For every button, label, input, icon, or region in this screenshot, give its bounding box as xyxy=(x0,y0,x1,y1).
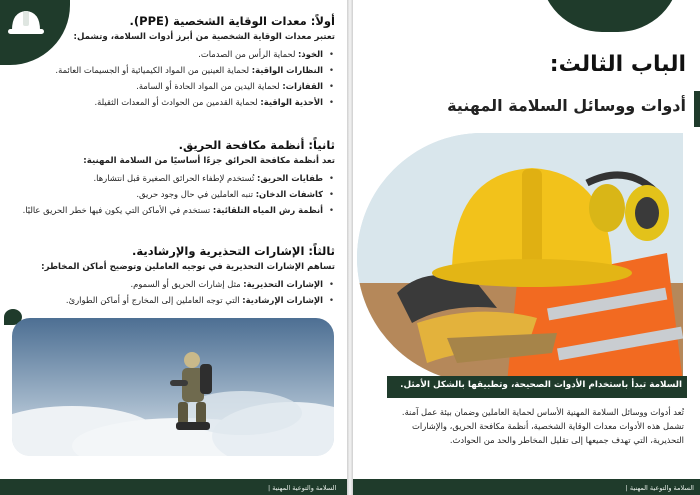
list-item: • كاشفات الدخان: تنبه العاملين في حال وجود حريق. xyxy=(5,186,323,202)
top-decoration xyxy=(540,0,680,32)
footer-label: السلامة والتوعية المهنية | xyxy=(268,484,337,492)
title-accent-bar xyxy=(694,91,700,127)
ppe-list xyxy=(15,46,335,110)
photo-caption: السلامة تبدأ باستخدام الأدوات الصحيحة، وتطبيقها بالشكل الأمثل. xyxy=(400,380,682,390)
safety-equipment-photo xyxy=(357,133,683,383)
signs-section xyxy=(5,244,335,308)
right-page xyxy=(353,0,700,495)
list-item: • القفازات: لحماية اليدين من المواد الحادة أو السامة. xyxy=(15,78,323,94)
list-item: • الإشارات الإرشادية: التي توجه العاملين إلى المخارج أو أماكن الطوارئ. xyxy=(5,292,323,308)
left-page xyxy=(0,0,347,495)
ppe-intro: تعتبر معدات الوقاية الشخصية من أبرز أدوات السلامة، وتشمل: xyxy=(73,32,335,42)
fire-heading: ثانياً: أنظمة مكافحة الحريق. xyxy=(178,138,335,152)
list-item: • الخوذ: لحماية الرأس من الصدمات. xyxy=(15,46,323,62)
list-item: • النظارات الواقية: لحماية العينين من المواد الكيميائية أو الجسيمات العائمة. xyxy=(15,62,323,78)
signs-list xyxy=(5,276,335,308)
list-item: • الإشارات التحذيرية: مثل إشارات الحريق أو السموم. xyxy=(5,276,323,292)
list-item: • الأحذية الواقية: لحماية القدمين من الحوادث أو المعدات الثقيلة. xyxy=(15,94,323,110)
fire-section xyxy=(5,138,335,218)
firefighter-photo xyxy=(12,318,334,456)
list-item: • أنظمة رش المياه التلقائية: تستخدم في الأماكن التي يكون فيها خطر الحريق عاليًا. xyxy=(5,202,323,218)
chapter-intro-text: تُعد أدوات ووسائل السلامة المهنية الأساس لحماية العاملين وضمان بيئة عمل آمنة. تشمل هذه الأدوات معدات الوقاية الشخصية، أنظمة مكافحة الحريق، والإشارات التحذيرية، التي تهدف جميعها إلى تقليل المخاطر والحد من الحوادث. xyxy=(401,407,684,445)
fire-intro: تعد أنظمة مكافحة الحرائق جزءًا أساسيًا من السلامة المهنية: xyxy=(83,156,335,166)
ppe-heading: أولاً: معدات الوقاية الشخصية (PPE). xyxy=(129,14,335,28)
signs-intro: تساهم الإشارات التحذيرية في توجيه العاملين وتوضيح أماكن المخاطر: xyxy=(41,262,335,272)
footer-label: السلامة والتوعية المهنية | xyxy=(625,484,694,492)
chapter-title: الباب الثالث: xyxy=(549,52,686,77)
fire-list xyxy=(5,170,335,218)
ppe-section xyxy=(15,14,335,110)
signs-heading: ثالثاً: الإشارات التحذيرية والإرشادية. xyxy=(132,244,335,258)
chapter-subtitle: أدوات ووسائل السلامة المهنية xyxy=(447,96,686,115)
list-item: • طفايات الحريق: تُستخدم لإطفاء الحرائق الصغيرة قبل انتشارها. xyxy=(5,170,323,186)
